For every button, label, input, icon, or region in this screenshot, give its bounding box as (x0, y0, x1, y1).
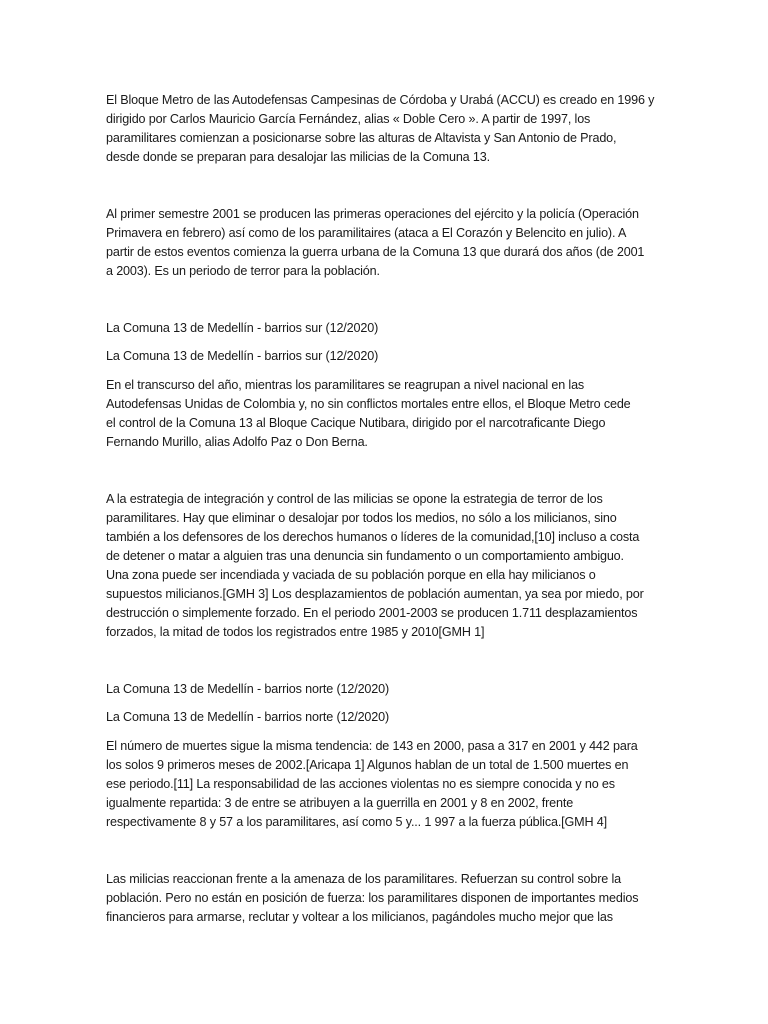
paragraph-bloque-cacique (106, 376, 662, 452)
text-line: Las milicias reaccionan frente a la amenaza de los paramilitares. Refuerzan su control sobre la (106, 872, 621, 886)
text-line: La Comuna 13 de Medellín - barrios norte (12/2020) (106, 682, 390, 696)
paragraph-accu-origin (106, 91, 662, 167)
text-line: El número de muertes sigue la misma tendencia: de 143 en 2000, pasa a 317 en 2001 y 442 para (106, 739, 638, 753)
text-line: A la estrategia de integración y control de las milicias se opone la estrategia de terror de los (106, 492, 603, 506)
text-line: paramilitares. Hay que eliminar o desalojar por todos los medios, no sólo a los milicianos, sino (106, 511, 617, 525)
text-line: El Bloque Metro de las Autodefensas Campesinas de Córdoba y Urabá (ACCU) es creado en 1996 y (106, 93, 655, 107)
text-line: dirigido por Carlos Mauricio García Fernández, alias « Doble Cero ». A partir de 1997, los (106, 112, 591, 126)
text-line: de detener o matar a alguien tras una denuncia sin fundamento o un comportamiento ambiguo. (106, 549, 624, 563)
image-caption-barrios-sur (106, 319, 662, 338)
paragraph-death-statistics (106, 737, 662, 832)
text-line: igualmente repartida: 3 de entre se atribuyen a la guerrilla en 2001 y 8 en 2002, frente (106, 796, 574, 810)
image-caption-barrios-sur (106, 347, 662, 366)
paragraph-terror-strategy (106, 490, 662, 642)
image-caption-barrios-norte (106, 680, 662, 699)
text-line: Al primer semestre 2001 se producen las primeras operaciones del ejército y la policía (Operación (106, 207, 639, 221)
text-line: supuestos milicianos.[GMH 3] Los desplazamientos de población aumentan, ya sea por miedo, por (106, 587, 644, 601)
text-line: financieros para armarse, reclutar y voltear a los milicianos, pagándoles mucho mejor que las (106, 910, 613, 924)
image-caption-barrios-norte (106, 708, 662, 727)
text-line: los solos 9 primeros meses de 2002.[Aricapa 1] Algunos hablan de un total de 1.500 muertes en (106, 758, 629, 772)
paragraph-milicias-reaction (106, 870, 662, 927)
text-line: ese periodo.[11] La responsabilidad de las acciones violentas no es siempre conocida y no es (106, 777, 615, 791)
text-line: La Comuna 13 de Medellín - barrios sur (12/2020) (106, 321, 379, 335)
text-line: respectivamente 8 y 57 a los paramilitares, así como 5 y... 1 997 a la fuerza pública.[GMH 4] (106, 815, 608, 829)
text-line: también a los defensores de los derechos humanos o líderes de la comunidad,[10] incluso a costa (106, 530, 640, 544)
text-line: destrucción o simplemente forzado. En el periodo 2001-2003 se producen 1.711 desplazamientos (106, 606, 638, 620)
text-line: población. Pero no están en posición de fuerza: los paramilitares disponen de importantes medios (106, 891, 639, 905)
text-line: La Comuna 13 de Medellín - barrios norte (12/2020) (106, 710, 390, 724)
text-line: partir de estos eventos comienza la guerra urbana de la Comuna 13 que durará dos años (de 2001 (106, 245, 645, 259)
text-line: paramilitares comienzan a posicionarse sobre las alturas de Altavista y San Antonio de Prado, (106, 131, 617, 145)
text-line: Primavera en febrero) así como de los paramilitaires (ataca a El Corazón y Belencito en julio). A (106, 226, 627, 240)
text-line: forzados, la mitad de todos los registrados entre 1985 y 2010[GMH 1] (106, 625, 485, 639)
text-line: Autodefensas Unidas de Colombia y, no sin conflictos mortales entre ellos, el Bloque Metro cede (106, 397, 631, 411)
text-line: Una zona puede ser incendiada y vaciada de su población porque en ella hay milicianos o (106, 568, 596, 582)
text-line: el control de la Comuna 13 al Bloque Cacique Nutibara, dirigido por el narcotraficante Diego (106, 416, 606, 430)
text-line: La Comuna 13 de Medellín - barrios sur (12/2020) (106, 349, 379, 363)
text-line: En el transcurso del año, mientras los paramilitares se reagrupan a nivel nacional en las (106, 378, 585, 392)
text-line: a 2003). Es un periodo de terror para la población. (106, 264, 380, 278)
text-line: desde donde se preparan para desalojar las milicias de la Comuna 13. (106, 150, 490, 164)
paragraph-operations-2001 (106, 205, 662, 281)
text-line: Fernando Murillo, alias Adolfo Paz o Don Berna. (106, 435, 368, 449)
